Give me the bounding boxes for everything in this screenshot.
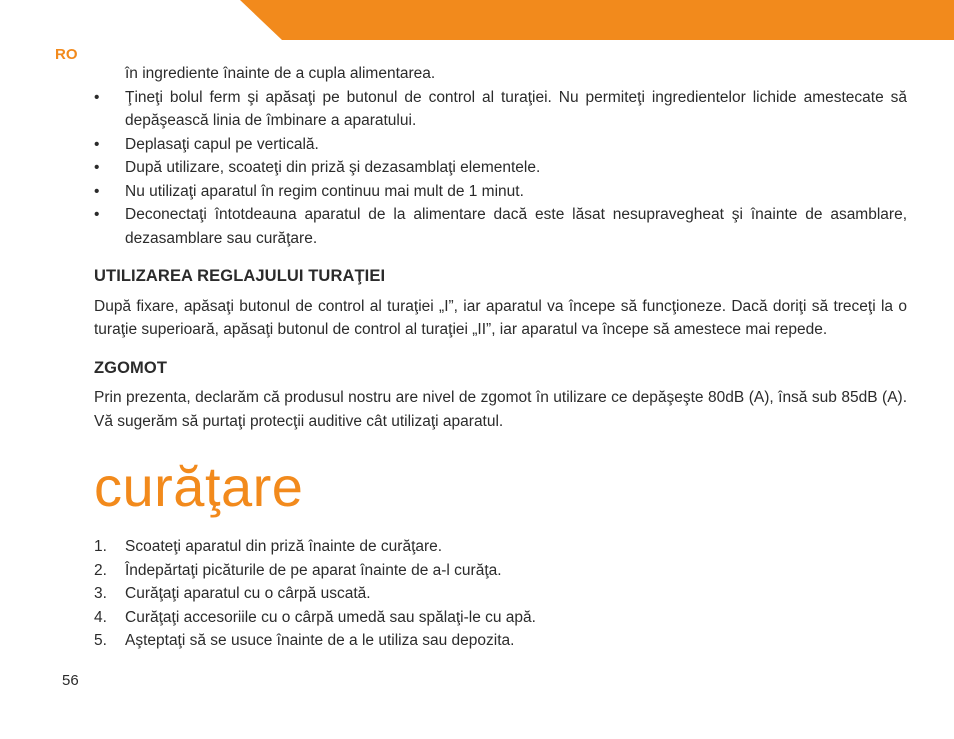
step-text: Îndepărtaţi picăturile de pe aparat înainte de a-l curăţa. bbox=[125, 561, 502, 579]
header-banner bbox=[0, 0, 954, 40]
list-item-text: Ţineţi bolul ferm şi apăsaţi pe butonul de control al turaţiei. Nu permiteţi ingredientelor lichide amestecate să depăşească linia de îmbinare a aparatului. bbox=[125, 88, 907, 129]
list-item-text: După utilizare, scoateţi din priză şi dezasamblaţi elementele. bbox=[125, 159, 541, 176]
cleaning-steps-list bbox=[94, 535, 907, 653]
bullet-marker: • bbox=[94, 135, 100, 153]
list-item bbox=[94, 559, 907, 583]
list-item-text: Deconectaţi întotdeauna aparatul de la alimentare dacă este lăsat nesupravegheat şi înainte de asamblare, dezasamblare sau curăţare. bbox=[125, 206, 907, 247]
list-item bbox=[94, 180, 907, 204]
header-banner-shape bbox=[240, 0, 954, 40]
list-item bbox=[94, 203, 907, 250]
bullet-marker: • bbox=[94, 159, 100, 176]
list-item bbox=[94, 606, 907, 630]
step-number: 2. bbox=[94, 561, 107, 579]
step-number: 3. bbox=[94, 585, 107, 602]
step-number: 5. bbox=[94, 632, 107, 649]
page-content bbox=[94, 62, 907, 653]
speed-section-text: După fixare, apăsaţi butonul de control al turaţiei „I”, iar aparatul va începe să funcţioneze. Dacă doriţi să treceţi la o turaţie superioară, apăsaţi butonul de control al turaţiei „II”, iar aparatul va începe să amestece mai repede. bbox=[94, 297, 907, 338]
step-text: Curăţaţi aparatul cu o cârpă uscată. bbox=[125, 585, 371, 602]
step-text: Curăţaţi accesoriile cu o cârpă umedă sau spălaţi-le cu apă. bbox=[125, 608, 536, 626]
list-item-text: Nu utilizaţi aparatul în regim continuu mai mult de 1 minut. bbox=[125, 182, 524, 200]
speed-section-title: UTILIZAREA REGLAJULUI TURAŢIEI bbox=[94, 267, 386, 285]
language-code: RO bbox=[55, 46, 78, 63]
list-item bbox=[94, 535, 907, 559]
list-item bbox=[94, 629, 907, 653]
list-item bbox=[94, 86, 907, 133]
cleaning-title: curăţare bbox=[94, 455, 304, 518]
bullet-marker: • bbox=[94, 88, 100, 106]
list-item bbox=[94, 156, 907, 180]
list-item bbox=[94, 582, 907, 606]
bullet-marker: • bbox=[94, 206, 100, 223]
noise-section-title: ZGOMOT bbox=[94, 358, 168, 377]
list-item-continuation: în ingrediente înainte de a cupla alimentarea. bbox=[125, 65, 436, 82]
page-number: 56 bbox=[62, 672, 79, 689]
step-number: 1. bbox=[94, 538, 107, 555]
bullet-marker: • bbox=[94, 182, 100, 200]
step-text: Aşteptaţi să se usuce înainte de a le utiliza sau depozita. bbox=[125, 632, 515, 649]
step-number: 4. bbox=[94, 608, 107, 626]
list-item bbox=[94, 133, 907, 157]
noise-section-text: Prin prezenta, declarăm că produsul nostru are nivel de zgomot în utilizare ce depăşeşte 80dB (A), însă sub 85dB (A). Vă sugerăm să purtaţi protecţii auditive cât utilizaţi aparatul. bbox=[94, 389, 907, 430]
list-item-text: Deplasaţi capul pe verticală. bbox=[125, 135, 319, 153]
step-text: Scoateţi aparatul din priză înainte de curăţare. bbox=[125, 538, 443, 555]
precautions-list bbox=[94, 62, 907, 250]
